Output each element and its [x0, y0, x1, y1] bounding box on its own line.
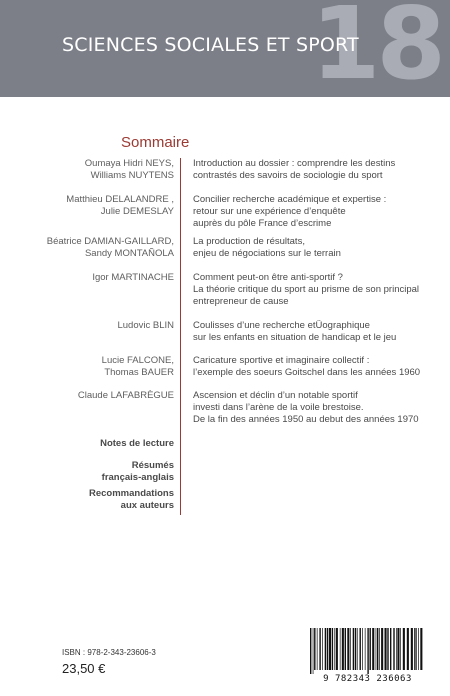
author-line: Matthieu DELALANDRE ,	[66, 194, 174, 205]
barcode-bar	[390, 628, 391, 670]
barcode-bar	[313, 628, 314, 674]
toc-entry-title	[193, 194, 443, 230]
barcode-bar	[377, 628, 378, 670]
barcode-bars	[309, 628, 426, 674]
barcode-bar	[414, 628, 415, 670]
title-line: Comment peut-on être anti-sportif ?	[193, 272, 343, 283]
barcode-bar	[325, 628, 326, 670]
barcode-bar	[314, 628, 315, 670]
barcode-bar	[317, 628, 318, 670]
barcode	[305, 624, 430, 688]
toc-heading: Sommaire	[121, 134, 190, 151]
barcode-digits: 9 782343 236063	[323, 674, 412, 684]
barcode-bar	[396, 628, 397, 670]
author-line: Igor MARTINACHE	[92, 272, 174, 283]
barcode-bar	[379, 628, 380, 670]
barcode-bar	[319, 628, 320, 670]
author-line: Ludovic BLIN	[117, 320, 174, 331]
barcode-bar	[387, 628, 388, 670]
toc-entry-authors	[4, 355, 174, 379]
author-line: Sandy MONTAÑOLA	[84, 248, 174, 259]
author-line: Julie DEMESLAY	[100, 206, 174, 217]
toc-entry-authors	[4, 158, 174, 182]
barcode-bar	[411, 628, 413, 670]
title-line: entrepreneur de cause	[193, 296, 289, 307]
title-line: l’exemple des soeurs Goitschel dans les années 1960	[193, 367, 421, 378]
toc-entry-title	[193, 158, 443, 182]
barcode-bar	[329, 628, 331, 670]
barcode-bar	[376, 628, 377, 670]
title-line: La production de résultats,	[193, 236, 305, 247]
toc-entry-title	[193, 390, 443, 426]
barcode-bar	[393, 628, 394, 670]
toc-entry-authors	[4, 272, 174, 284]
barcode-bar	[360, 628, 361, 670]
barcode-bar	[385, 628, 387, 670]
barcode-bar	[416, 628, 417, 670]
title-line: sur les enfants en situation de handicap et le jeu	[193, 332, 397, 343]
title-line: Caricature sportive et imaginaire collectif :	[193, 355, 370, 366]
barcode-bar	[357, 628, 358, 670]
toc-section-link[interactable]	[4, 460, 174, 484]
title-line: auprès du pôle France d’escrime	[193, 218, 332, 229]
isbn: ISBN : 978-2-343-23606-3	[62, 648, 156, 657]
barcode-bar	[347, 628, 349, 670]
toc-entry-authors	[4, 194, 174, 218]
author-line: Oumaya Hidri NEYS,	[84, 158, 174, 169]
barcode-bar	[372, 628, 374, 670]
barcode-bar	[342, 628, 344, 670]
barcode-bar	[370, 628, 371, 670]
title-line: investi dans l’arène de la voile brestoise.	[193, 402, 364, 413]
series-title: SCIENCES SOCIALES ET SPORT	[62, 34, 359, 56]
author-line: Thomas BAUER	[104, 367, 174, 378]
author-line: Claude LAFABRÈGUE	[77, 390, 174, 401]
toc-section-link[interactable]	[4, 438, 174, 450]
toc-entry-title	[193, 320, 443, 344]
toc-entry-authors	[4, 320, 174, 332]
title-line: La théorie critique du sport au prisme de son principal	[193, 284, 420, 295]
price: 23,50 €	[62, 661, 106, 676]
toc-entry-title	[193, 272, 443, 308]
title-line: contrastés des savoirs de sociologie du sport	[193, 170, 383, 181]
barcode-bar	[322, 628, 323, 670]
section-line: français-anglais	[101, 472, 174, 483]
barcode-bar	[345, 628, 346, 670]
barcode-bar	[350, 628, 351, 670]
author-line: Béatrice DAMIAN-GAILLARD,	[46, 236, 174, 247]
barcode-bar	[336, 628, 338, 670]
barcode-bar	[327, 628, 328, 670]
title-line: enjeu de négociations sur le terrain	[193, 248, 341, 259]
section-line: Notes de lecture	[100, 438, 174, 449]
toc-entry-authors	[4, 236, 174, 260]
barcode-bar	[400, 628, 401, 670]
barcode-bar	[403, 628, 405, 670]
title-line: Ascension et déclin d’un notable sportif	[193, 390, 358, 401]
toc-entry-title	[193, 355, 443, 379]
toc-entry-authors	[4, 390, 174, 402]
section-line: Recommandations	[89, 488, 174, 499]
title-line: retour sur une expérience d’enquête	[193, 206, 346, 217]
author-line: Lucie FALCONE,	[101, 355, 174, 366]
title-line: Coulisses d’une recherche etÜographique	[193, 320, 370, 331]
author-line: Williams NUYTENS	[90, 170, 174, 181]
barcode-bar	[365, 628, 366, 670]
issue-number: 18	[310, 0, 442, 97]
barcode-bar	[332, 628, 333, 670]
barcode-bar	[362, 628, 363, 670]
barcode-bar	[381, 628, 383, 670]
barcode-bar	[340, 628, 341, 670]
title-line: Concilier recherche académique et expertise :	[193, 194, 387, 205]
barcode-bar	[310, 628, 311, 674]
toc-section-link[interactable]	[4, 488, 174, 512]
barcode-bar	[334, 628, 335, 670]
barcode-bar	[407, 628, 409, 670]
barcode-bar	[418, 628, 419, 670]
title-line: De la fin des années 1950 au debut des années 1970	[193, 414, 419, 425]
barcode-bar	[397, 628, 399, 670]
title-line: Introduction au dossier : comprendre les destins	[193, 158, 396, 169]
barcode-bar	[353, 628, 354, 670]
section-line: Résumés	[131, 460, 174, 471]
cover-header-band	[0, 0, 450, 97]
barcode-bar	[367, 628, 368, 674]
toc-entry-title	[193, 236, 443, 260]
toc-divider	[180, 158, 181, 515]
barcode-bar	[355, 628, 356, 670]
section-line: aux auteurs	[120, 500, 174, 511]
barcode-bar	[420, 628, 422, 670]
